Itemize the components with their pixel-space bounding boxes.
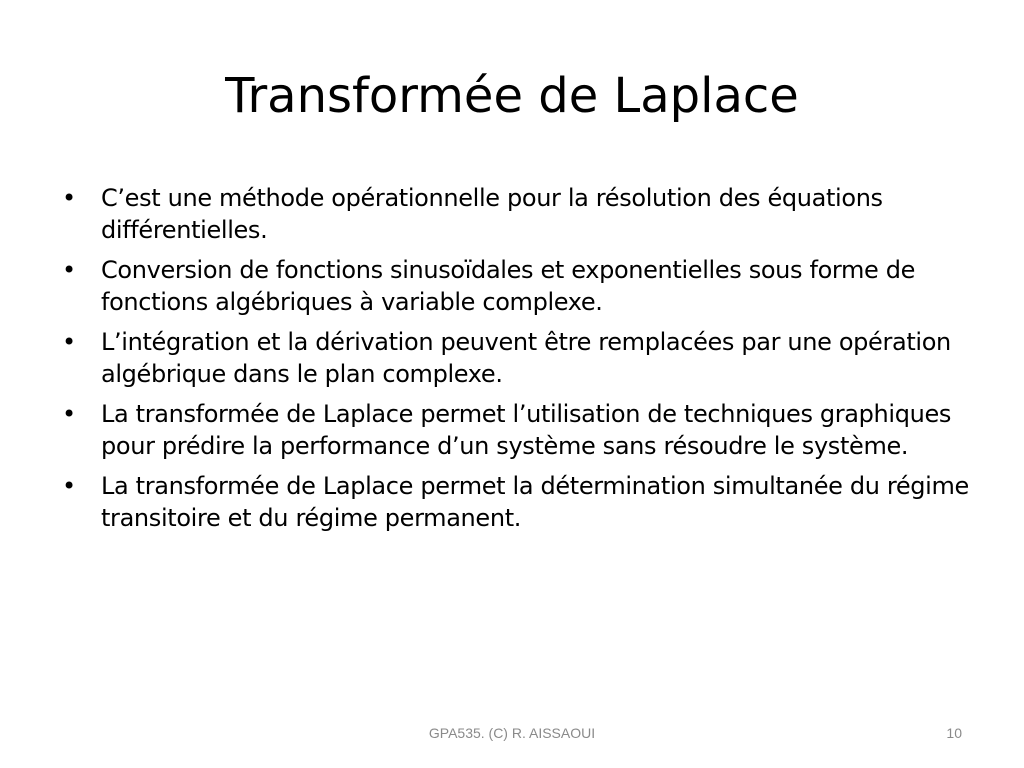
bullet-text: Conversion de fonctions sinusoïdales et exponentielles sous forme de fonctions algébriques à variable complexe. <box>101 256 916 316</box>
bullet-dot-icon: • <box>62 256 76 284</box>
bullet-dot-icon: • <box>62 472 76 500</box>
footer-text: GPA535. (C) R. AISSAOUI <box>428 725 596 741</box>
bullet-dot-icon: • <box>62 400 76 428</box>
bullet-list <box>60 182 970 542</box>
bullet-item <box>60 470 970 534</box>
bullet-text: C’est une méthode opérationnelle pour la résolution des équations différentielles. <box>101 184 883 244</box>
bullet-text: L’intégration et la dérivation peuvent être remplacées par une opération algébrique dans le plan complexe. <box>101 328 951 388</box>
bullet-dot-icon: • <box>62 184 76 212</box>
slide-title: Transformée de Laplace <box>225 68 799 124</box>
bullet-item <box>60 254 970 318</box>
page-number: 10 <box>946 725 962 741</box>
bullet-text: La transformée de Laplace permet l’utilisation de techniques graphiques pour prédire la performance d’un système sans résoudre le système. <box>101 400 952 460</box>
bullet-item <box>60 182 970 246</box>
bullet-dot-icon: • <box>62 328 76 356</box>
bullet-item <box>60 398 970 462</box>
bullet-item <box>60 326 970 390</box>
bullet-text: La transformée de Laplace permet la détermination simultanée du régime transitoire et du régime permanent. <box>101 472 969 532</box>
